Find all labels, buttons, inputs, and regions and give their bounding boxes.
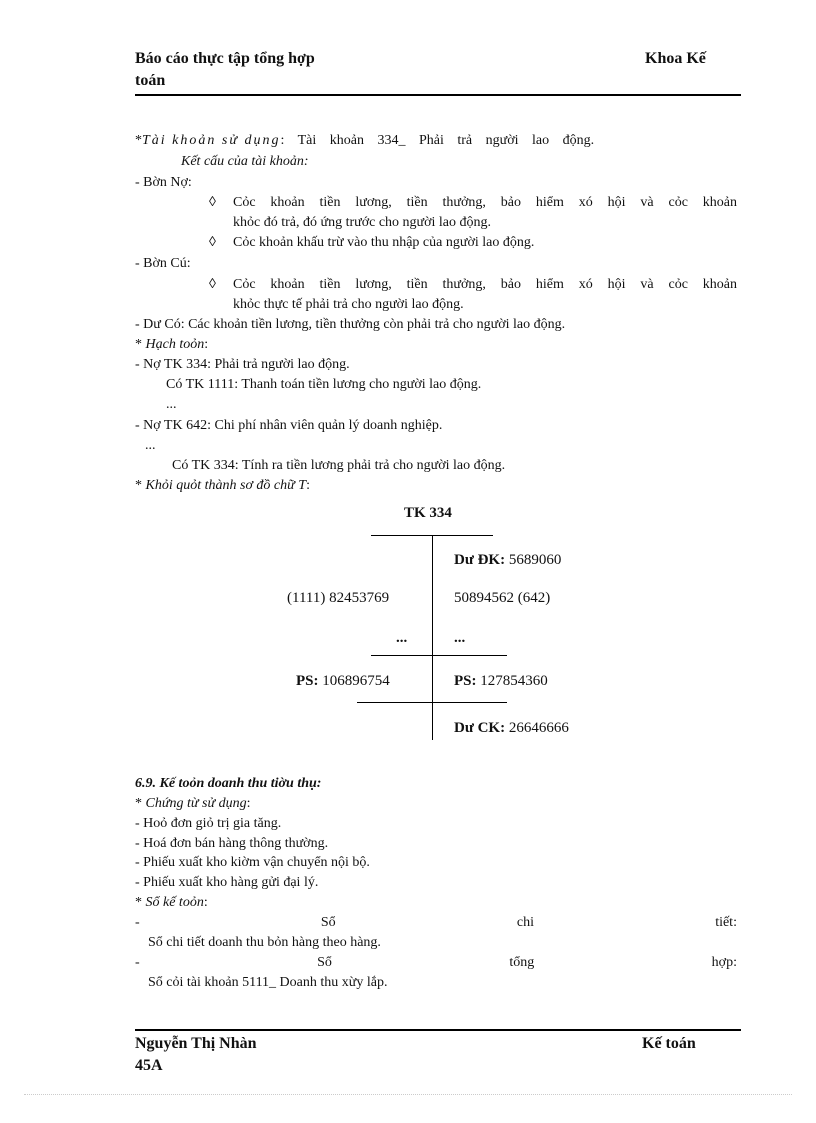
- docs-label: * Chứng từ sử dụng:: [135, 796, 251, 811]
- footer-department: Kế toán: [642, 1035, 696, 1052]
- doc-item: - Phiếu xuất kho kiờm vận chuyển nội bộ.: [135, 855, 370, 870]
- closing-label: Dư CK:: [454, 720, 506, 736]
- detail-book-line: [135, 915, 737, 931]
- t-left-dots: ...: [396, 630, 408, 646]
- accounting-text: Hạch toỏn: [145, 337, 205, 352]
- header-department: Khoa Kế: [645, 50, 706, 67]
- structure-label: Kết cấu của tài khoản:: [181, 154, 309, 169]
- entry2-credit: Có TK 334: Tính ra tiền lương phải trả cho người lao động.: [172, 458, 506, 473]
- header-title-continued: toán: [135, 72, 166, 89]
- ps-right-value: 127854360: [480, 673, 548, 689]
- footer-name: Nguyễn Thị Nhàn: [135, 1035, 257, 1052]
- detail-word: Sổ: [320, 915, 336, 930]
- t-left-entry: (1111) 82453769: [287, 590, 390, 606]
- detail-book-sub: Sổ chi tiết doanh thu bỏn hàng theo hàng.: [148, 935, 381, 950]
- generalize-label: * Khỏi quỏt thành sơ đồ chữ T:: [135, 478, 310, 493]
- doc-item: - Phiếu xuất kho hàng gửi đại lý.: [135, 875, 319, 890]
- general-book-line: [135, 955, 737, 971]
- ps-label-left: PS:: [296, 673, 319, 689]
- debit-side-label: - Bờn Nợ:: [135, 175, 192, 190]
- account-text: : Tài khoản 334_ Phải trả người lao động.: [280, 133, 595, 148]
- opening-value: 5689060: [508, 552, 562, 568]
- general-word: hợp:: [711, 955, 737, 970]
- debit-item1-line2: khỏc đó trả, đó ứng trước cho người lao động.: [233, 215, 492, 230]
- books-label: * Sổ kế toỏn:: [135, 895, 208, 910]
- credit-item1-line2: khỏc thực tế phải trả cho người lao động.: [233, 297, 464, 312]
- ps-left-value: 106896754: [322, 673, 390, 689]
- docs-text: Chứng từ sử dụng: [145, 796, 247, 811]
- t-opening-balance: [454, 552, 561, 569]
- doc-item: - Hoá đơn bán hàng thông thường.: [135, 836, 329, 851]
- footer-class: 45A: [135, 1057, 163, 1074]
- t-right-dots: ...: [454, 630, 466, 646]
- doc-item: - Hoỏ đơn giỏ trị gia tăng.: [135, 816, 282, 831]
- debit-item1-line1: Cỏc khoản tiền lương, tiền thưởng, bảo hiểm xó hội và cỏc khoản: [233, 195, 737, 210]
- entry1-credit: Có TK 1111: Thanh toán tiền lương cho người lao động.: [166, 377, 482, 392]
- t-right-entry: 50894562 (642): [454, 590, 551, 606]
- debit-item2: Cỏc khoản khấu trừ vào thu nhập của người lao động.: [233, 235, 535, 250]
- t-account-title: TK 334: [404, 505, 452, 521]
- diamond-icon: ◊: [209, 195, 216, 210]
- bullet-star: *: [135, 133, 142, 148]
- detail-word: chi: [516, 915, 534, 930]
- entry1-dots: ...: [166, 397, 177, 412]
- t-account-bottom-line: [357, 702, 507, 703]
- entry2-dots: ...: [145, 438, 156, 453]
- closing-value: 26646666: [508, 720, 569, 736]
- general-word: Sổ: [317, 955, 332, 970]
- t-account-mid-line: [371, 655, 507, 656]
- credit-side-label: - Bờn Cú:: [135, 256, 191, 271]
- accounting-label: * Hạch toỏn:: [135, 337, 209, 352]
- general-word: tổng: [509, 955, 535, 970]
- header-rule: [135, 94, 741, 96]
- footer-rule: [135, 1029, 741, 1031]
- entry1: - Nợ TK 334: Phải trả người lao động.: [135, 357, 350, 372]
- detail-dash: -: [135, 915, 140, 930]
- structure-text: Kết cấu của tài khoản: [181, 154, 304, 169]
- t-closing-balance: [454, 720, 569, 737]
- diamond-icon: ◊: [209, 235, 216, 250]
- entry2: - Nợ TK 642: Chi phí nhân viên quản lý doanh nghiệp.: [135, 418, 443, 433]
- general-dash: -: [135, 955, 140, 970]
- books-text: Sổ kế toỏn: [145, 895, 204, 910]
- ps-label-right: PS:: [454, 673, 477, 689]
- detail-word: tiết:: [715, 915, 737, 930]
- t-ps-right: [454, 673, 548, 690]
- t-ps-left: [296, 673, 390, 690]
- balance-line: - Dư Có: Các khoản tiền lương, tiền thưởng còn phải trả cho người lao động.: [135, 317, 566, 332]
- account-line: [135, 133, 737, 149]
- section-title: 6.9. Kế toỏn doanh thu tiờu thụ:: [135, 776, 322, 791]
- general-book-sub: Sổ cỏi tài khoản 5111_ Doanh thu xừy lắp.: [148, 975, 388, 990]
- generalize-text: Khỏi quỏt thành sơ đồ chữ T: [145, 478, 307, 493]
- t-account-center-line: [432, 535, 433, 740]
- header-title: Báo cáo thực tập tổng hợp: [135, 50, 315, 67]
- account-label: Tài khoản sử dụng: [142, 133, 281, 148]
- opening-label: Dư ĐK:: [454, 552, 506, 568]
- credit-item1-line1: Cỏc khoản tiền lương, tiền thưởng, bảo hiểm xó hội và cỏc khoản: [233, 277, 737, 292]
- diamond-icon: ◊: [209, 277, 216, 292]
- page-bottom-border: [24, 1094, 792, 1095]
- account-text-wrap: [280, 133, 737, 149]
